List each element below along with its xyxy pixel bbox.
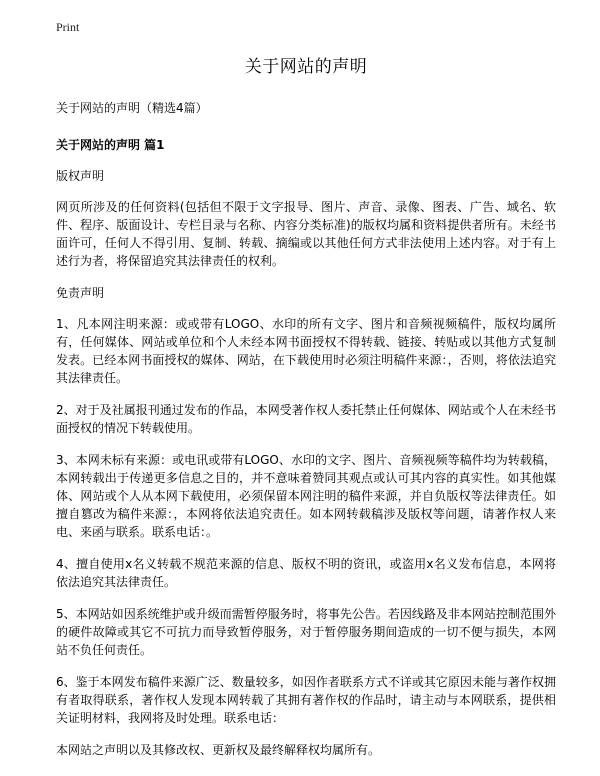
print-link[interactable]: Print [56,20,80,34]
disclaimer-item-2: 2、对于及社属报刊通过发布的作品，本网受著作权人委托禁止任何媒体、网站或个人在未经书面授权的情况下转载使用。 [56,403,556,435]
closing-statement: 本网站之声明以及其修改权、更新权及最终解释权均属所有。 [56,743,381,757]
disclaimer-item-4: 4、擅自使用x名义转载不规范来源的信息、版权不明的资讯，或盗用x名义发布信息，本网将依法追究其法律责任。 [56,557,556,589]
disclaimer-item-1: 1、凡本网注明来源：或或带有LOGO、水印的所有文字、图片和音频视频稿件，版权均属所有，任何媒体、网站或单位和个人未经本网书面授权不得转载、链接、转贴或以其他方式复制发表。已经本网书面授权的媒体、网站，在下载使用时必须注明稿件来源：，否则，将依法追究其法律责任。 [56,317,556,385]
document-page [56,46,556,759]
disclaimer-heading: 免责声明 [56,286,105,300]
copyright-paragraph: 网页所涉及的任何资料(包括但不限于文字报导、图片、声音、录像、图表、广告、域名、软件、程序、版面设计、专栏目录与名称、内容分类标准)的版权均属和资料提供者所有。未经书面许可，任何人不得引用、复制、转载、摘编或以其他任何方式非法使用上述内容。对于有上述行为者，将保留追究其法律责任的权利。 [56,200,556,268]
document-title: 关于网站的声明 [244,57,368,77]
disclaimer-item-3: 3、本网未标有来源：或电讯或带有LOGO、水印的文字、图片、音频视频等稿件均为转载稿，本网转载出于传递更多信息之目的，并不意味着赞同其观点或认可其内容的真实性。如其他媒体、网站或个人从本网下载使用，必须保留本网注明的稿件来源，并自负版权等法律责任。如擅自篡改为稿件来源：，本网将依法追究责任。如本网转载稿涉及版权等问题，请著作权人来电、来函与联系。联系电话：。 [56,453,556,539]
document-subtitle: 关于网站的声明（精选4篇） [56,101,208,115]
copyright-heading: 版权声明 [56,169,105,183]
article-heading: 关于网站的声明 篇1 [56,138,165,152]
disclaimer-item-6: 6、鉴于本网发布稿件来源广泛、数量较多，如因作者联系方式不详或其它原因未能与著作权拥有者取得联系，著作权人发现本网转载了其拥有著作权的作品时，请主动与本网联系，提供相关证明材料，我网将及时处理。联系电话： [56,675,556,725]
disclaimer-item-5: 5、本网站如因系统维护或升级而需暂停服务时，将事先公告。若因线路及非本网站控制范围外的硬件故障或其它不可抗力而导致暂停服务，对于暂停服务期间造成的一切不便与损失，本网站不负任何责任。 [56,607,556,657]
